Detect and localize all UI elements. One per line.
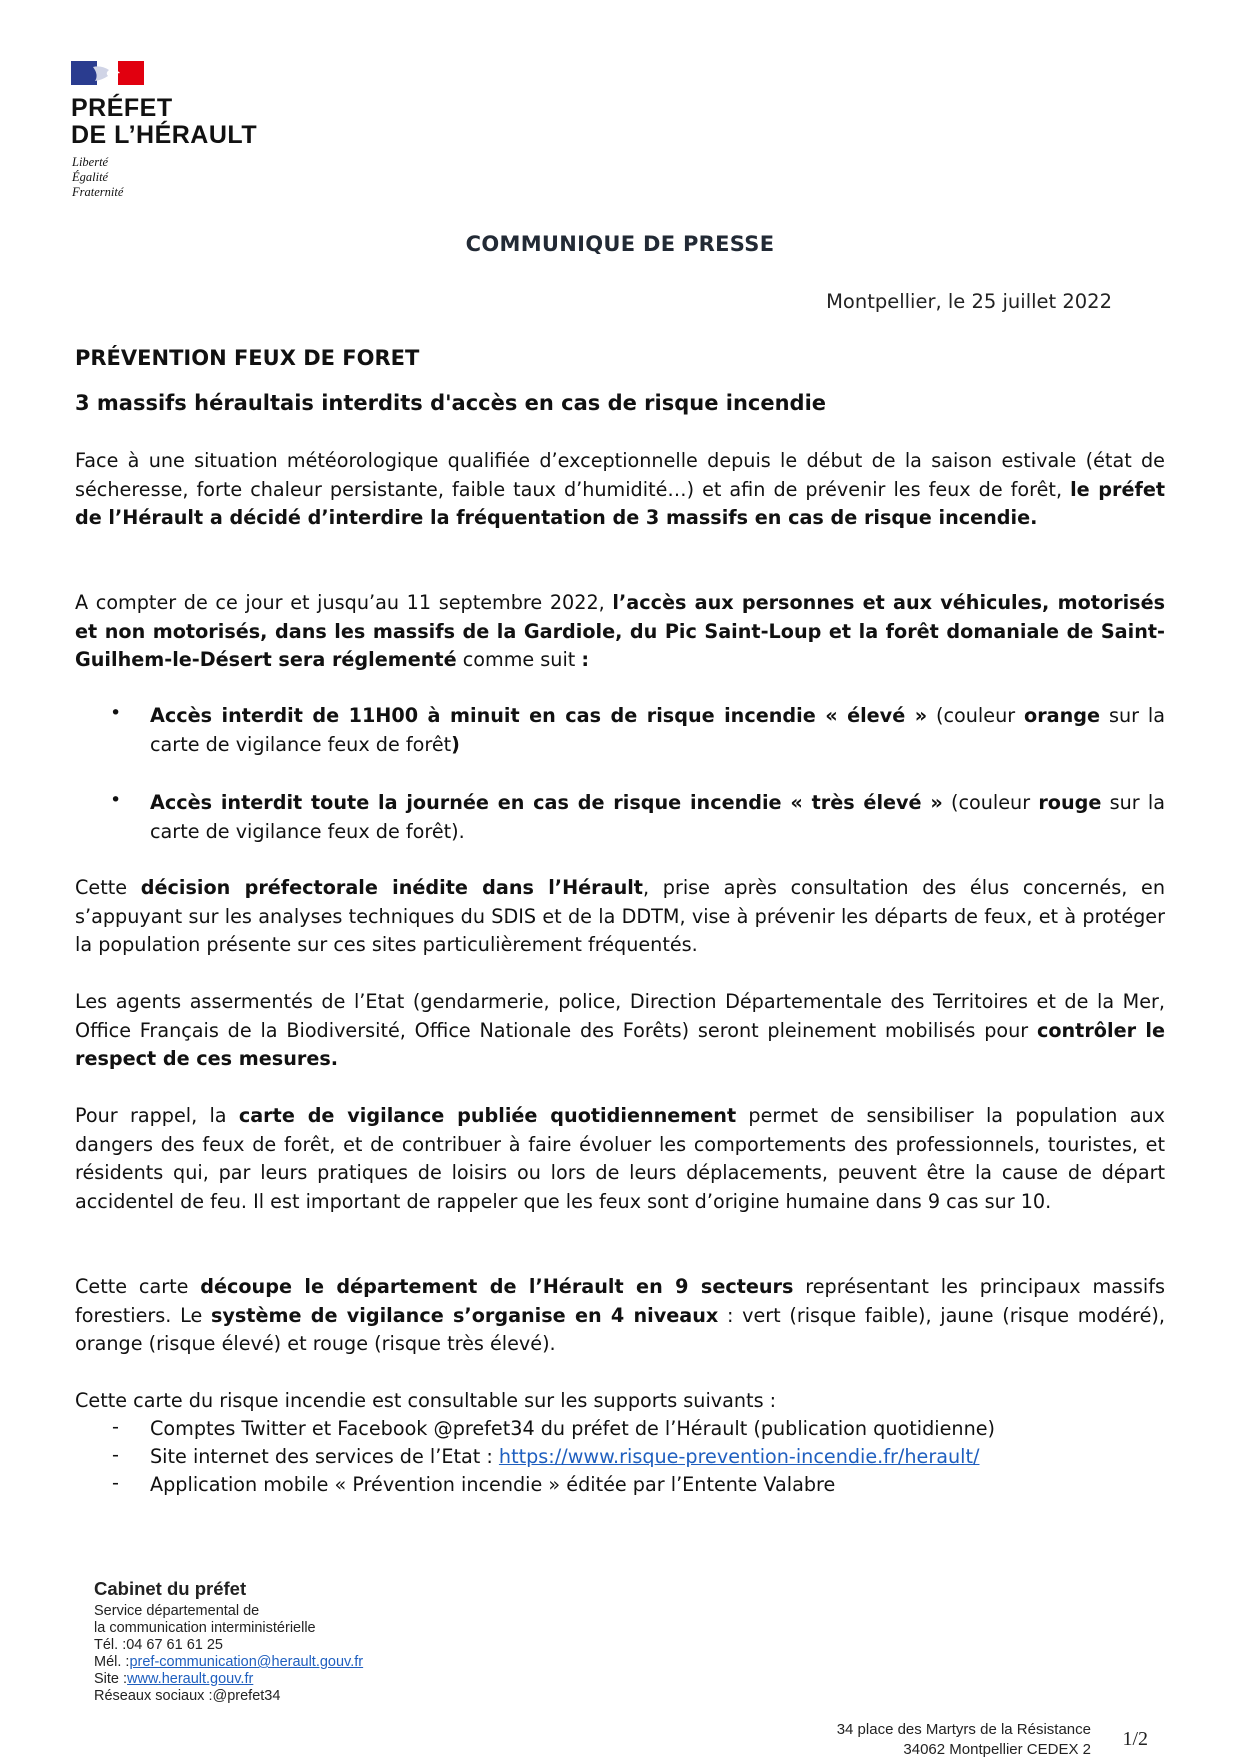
press-release-title: COMMUNIQUE DE PRESSE [465, 232, 775, 256]
paragraph-4: Les agents assermentés de l’Etat (gendarmerie, police, Direction Départementale des Territoires et de la Mer, Office Français de la Biodiversité, Office Nationale des Forêts) seront pleinement mobilisés pour contrôler le respect de ces mesures. [75, 990, 1165, 1070]
marianne-icon [71, 61, 144, 85]
paragraph-5: Pour rappel, la carte de vigilance publiée quotidiennement permet de sensibiliser la population aux dangers des feux de forêt, et de contribuer à faire évoluer les comportements des professionnels, touristes, et résidents qui, par leurs pratiques de loisirs ou lors de leurs déplacements, peuvent être la cause de départ accidentel de feu. Il est important de rappeler que les feux sont d’origine humaine dans 9 cas sur 10. [75, 1104, 1165, 1213]
page-number: 1/2 [1122, 1728, 1148, 1750]
footer-cabinet-name: Cabinet du préfet [94, 1578, 247, 1599]
sub-heading: 3 massifs héraultais interdits d'accès en cas de risque incendie [75, 391, 827, 415]
bullet-item-1: Accès interdit de 11H00 à minuit en cas de risque incendie « élevé » (couleur orange sur la carte de vigilance feux de forêt) [150, 704, 1165, 756]
document-date: Montpellier, le 25 juillet 2022 [826, 290, 1112, 313]
main-heading: PRÉVENTION FEUX DE FORET [75, 346, 420, 370]
motto-liberte: Liberté [72, 155, 109, 169]
motto-fraternite: Fraternité [72, 185, 124, 199]
list-dash-3: - [112, 1471, 119, 1494]
footer-site: Site :www.herault.gouv.fr [94, 1671, 254, 1687]
footer-tel: Tél. :04 67 61 61 25 [94, 1637, 223, 1653]
marianne-flag-logo [71, 61, 144, 85]
footer-address [837, 1720, 1091, 1760]
footer-service-line2: la communication interministérielle [94, 1620, 316, 1636]
bullet-item-2: Accès interdit toute la journée en cas de risque incendie « très élevé » (couleur rouge sur la carte de vigilance feux de forêt). [150, 791, 1165, 843]
list-item-social: Comptes Twitter et Facebook @prefet34 du préfet de l’Hérault (publication quotidienne) [150, 1417, 996, 1440]
footer-website-link[interactable]: www.herault.gouv.fr [127, 1671, 254, 1687]
paragraph-7: Cette carte du risque incendie est consultable sur les supports suivants : [75, 1389, 777, 1412]
paragraph-6: Cette carte découpe le département de l’Hérault en 9 secteurs représentant les principaux massifs forestiers. Le système de vigilance s’organise en 4 niveaux : vert (risque faible), jaune (risque modéré), orange (risque élevé) et rouge (risque très élevé). [75, 1275, 1166, 1355]
footer-email-link[interactable]: pref-communication@herault.gouv.fr [129, 1654, 364, 1670]
list-dash-1: - [112, 1415, 119, 1438]
list-item-website: Site internet des services de l’Etat : https://www.risque-prevention-incendie.fr/herault/ [150, 1445, 980, 1468]
bullet-marker-2: • [110, 789, 122, 811]
list-item-app: Application mobile « Prévention incendie » éditée par l’Entente Valabre [150, 1473, 836, 1496]
list-dash-2: - [112, 1443, 119, 1466]
footer-contact-block [94, 1578, 363, 1705]
footer-service-line1: Service départemental de [94, 1603, 260, 1619]
logo-text-prefet: PRÉFET [71, 94, 173, 122]
risk-map-link[interactable]: https://www.risque-prevention-incendie.fr/herault/ [498, 1445, 980, 1468]
motto-egalite: Égalité [72, 170, 109, 184]
paragraph-3: Cette décision préfectorale inédite dans l’Hérault, prise après consultation des élus concernés, en s’appuyant sur les analyses techniques du SDIS et de la DDTM, vise à prévenir les départs de feux, et à protéger la population présente sur ces sites particulièrement fréquentés. [75, 876, 1165, 956]
footer-social: Réseaux sociaux :@prefet34 [94, 1688, 281, 1704]
paragraph-2: A compter de ce jour et jusqu’au 11 septembre 2022, l’accès aux personnes et aux véhicules, motorisés et non motorisés, dans les massifs de la Gardiole, du Pic Saint-Loup et la forêt domaniale de Saint-Guilhem-le-Désert sera réglementé comme suit : [75, 591, 1165, 671]
paragraph-1: Face à une situation météorologique qualifiée d’exceptionnelle depuis le début de la saison estivale (état de sécheresse, forte chaleur persistante, faible taux d’humidité…) et afin de prévenir les feux de forêt, le préfet de l’Hérault a décidé d’interdire la fréquentation de 3 massifs en cas de risque incendie. [75, 449, 1166, 529]
footer-address-line2: 34062 Montpellier CEDEX 2 [903, 1741, 1091, 1758]
footer-mel: Mél. :pref-communication@herault.gouv.fr [94, 1654, 364, 1670]
logo-text-herault: DE L’HÉRAULT [71, 121, 258, 149]
footer-address-line1: 34 place des Martyrs de la Résistance [836, 1721, 1091, 1738]
bullet-marker-1: • [110, 702, 122, 724]
